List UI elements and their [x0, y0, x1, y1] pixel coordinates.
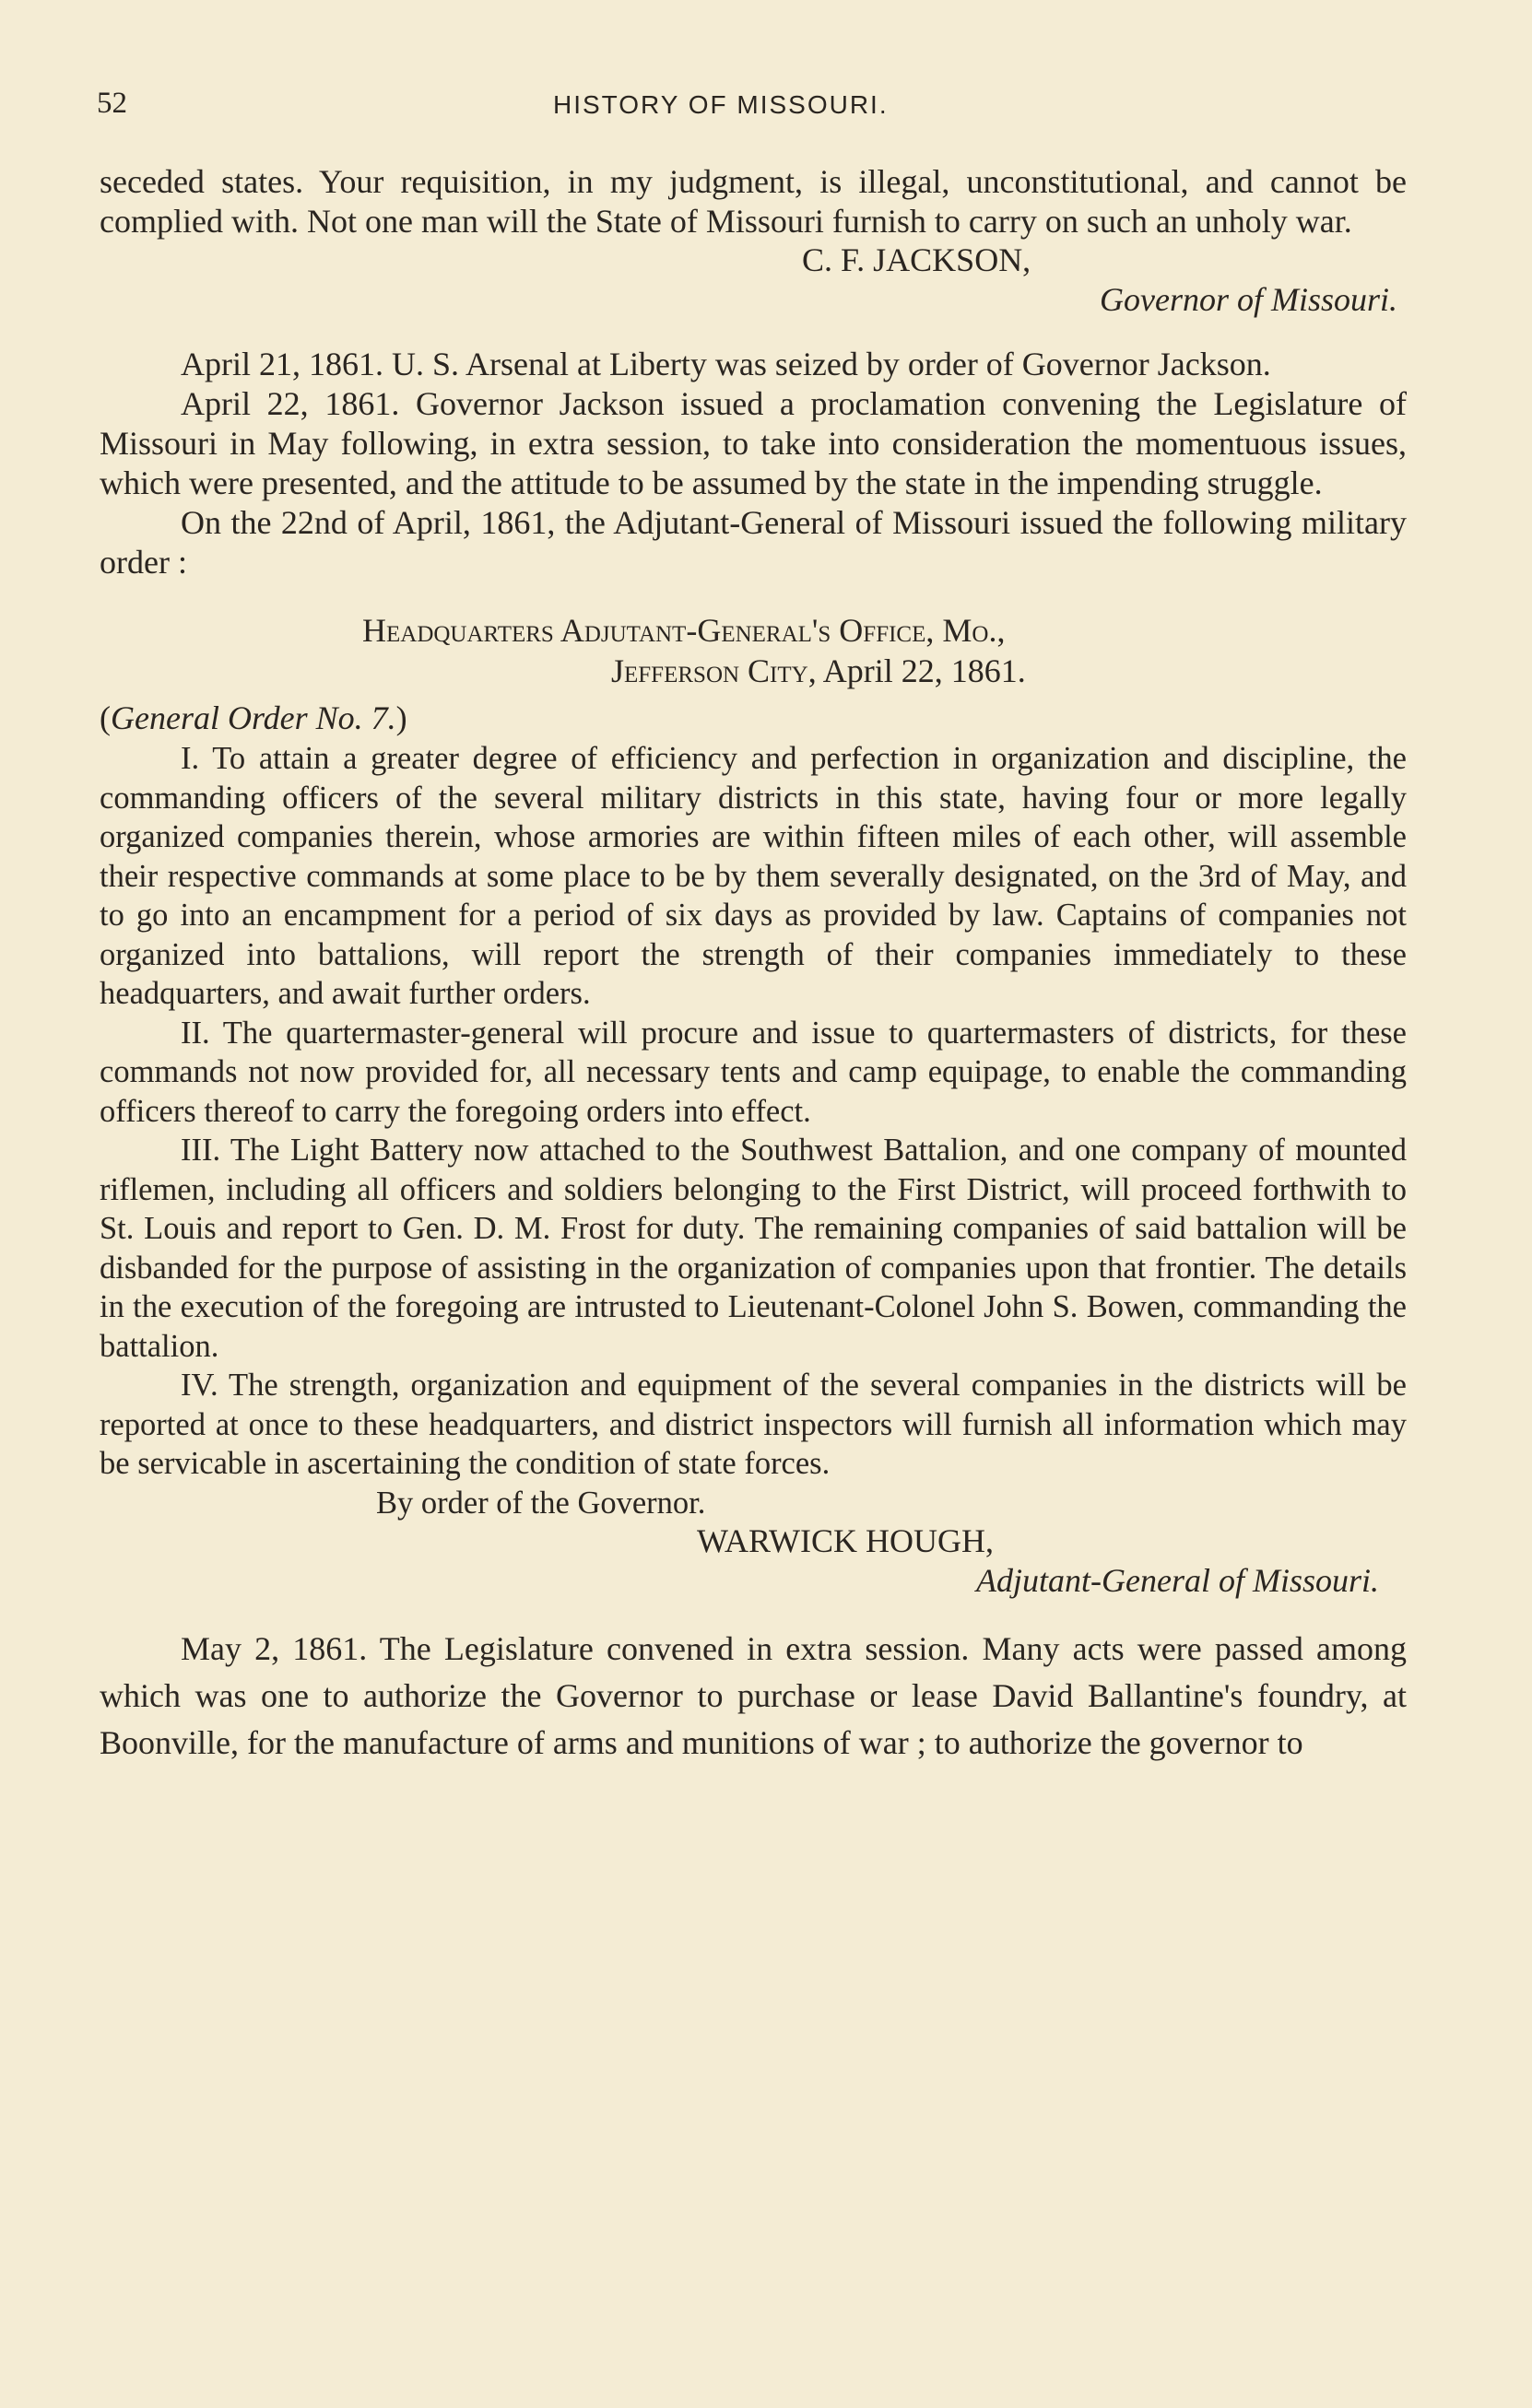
order-number: (General Order No. 7.) [100, 699, 407, 736]
order-section-4: IV. The strength, organization and equipment of the several companies in the districts will be reported at once to these headquarters, and district inspectors will furnish all information which may be servicable in ascertaining the condition of state forces. [100, 1368, 1407, 1481]
running-head: HISTORY OF MISSOURI. [553, 90, 889, 119]
order-place-date-line [611, 651, 1407, 691]
entry-may-2: May 2, 1861. The Legislature convened in extra session. Many acts were passed among which was one to authorize the Governor to purchase or lease David Ballantine's foundry, at Boonville, for the manufacture of arms and munitions of war ; to authorize the governor to [100, 1629, 1407, 1761]
order-signature-title: Adjutant-General of Missouri. [976, 1561, 1379, 1599]
closing-section [100, 1626, 1407, 1767]
page-body [100, 162, 1407, 1767]
entry-april-21: April 21, 1861. U. S. Arsenal at Liberty was seized by order of Governor Jackson. [181, 346, 1271, 382]
entry-order-intro: On the 22nd of April, 1861, the Adjutant-General of Missouri issued the following military order : [100, 504, 1407, 581]
order-place: Jefferson City, [611, 652, 817, 689]
order-signature-name: WARWICK HOUGH, [697, 1521, 994, 1559]
order-sections [100, 739, 1407, 1484]
letter-signature-title: Governor of Missouri. [1100, 281, 1397, 318]
page-header [97, 87, 1406, 123]
letter-paragraph: seceded states. Your requisition, in my judgment, is illegal, unconstitutional, and cannot be complied with. Not one man will the State of Missouri furnish to carry on such an unholy war. [100, 163, 1407, 240]
page-number: 52 [97, 87, 127, 120]
order-headquarters-line: Headquarters Adjutant-General's Office, Mo., [362, 612, 1006, 649]
entry-april-22: April 22, 1861. Governor Jackson issued a proclamation convening the Legislature of Missouri in May following, in extra session, to take into consideration the momentuous issues, which were presented, and the attitude to be assumed by the state in the impending struggle. [100, 385, 1407, 501]
order-section-2: II. The quartermaster-general will procure and issue to quartermasters of districts, for these commands not now provided for, all necessary tents and camp equipage, to enable the commanding officers thereof to carry the foregoing orders into effect. [100, 1015, 1407, 1129]
order-section-3: III. The Light Battery now attached to the Southwest Battalion, and one company of mounted riflemen, including all officers and soldiers belonging to the First District, will proceed forthwith to St. Louis and report to Gen. D. M. Frost for duty. The remaining companies of said battalion will be disbanded for the purpose of assisting in the organization of companies upon that frontier. The details in the execution of the foregoing are intrusted to Lieutenant-Colonel John S. Bowen, commanding the battalion. [100, 1133, 1407, 1364]
order-number-label: General Order No. 7. [111, 699, 396, 736]
order-by-governor: By order of the Governor. [376, 1485, 706, 1521]
order-date: April 22, 1861. [822, 652, 1026, 689]
letter-signature-name: C. F. JACKSON, [802, 241, 1031, 278]
order-section-1: I. To attain a greater degree of efficiency and perfection in organization and discipline, the commanding officers of the several military districts in this state, having four or more legally organized companies therein, whose armories are within fifteen miles of each other, will assemble their respective commands at some place to be by them severally designated, on the 3rd of May, and to go into an encampment for a period of six days as provided by law. Captains of companies not organized into battalions, will report the strength of their companies immediately to these headquarters, and await further orders. [100, 741, 1407, 1011]
